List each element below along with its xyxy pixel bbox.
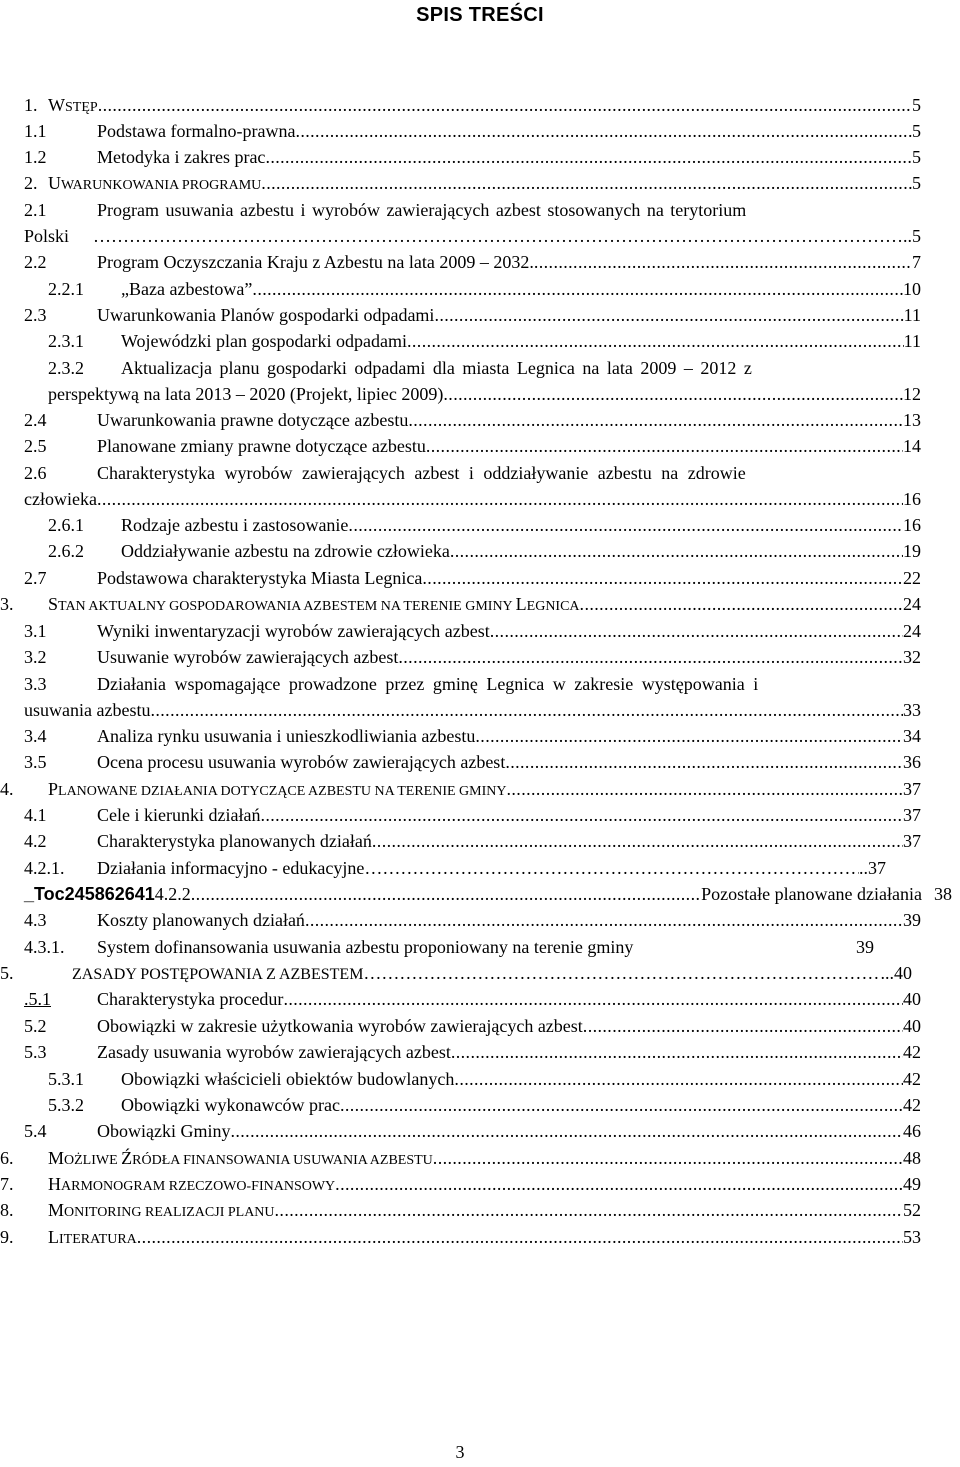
dot-leader [230, 1121, 903, 1141]
toc-entry-page: 34 [903, 726, 921, 746]
toc-entry-4-2-2-page [934, 881, 960, 907]
dot-leader [580, 594, 903, 614]
toc-entry-page: 40 [903, 989, 921, 1009]
toc-entry-4[interactable] [0, 776, 921, 802]
toc-entry-page: 49 [903, 1174, 921, 1194]
toc-entry-number: 8. [0, 1200, 14, 1220]
toc-entry-title: Wyniki inwentaryzacji wyrobów zawierających azbest [97, 621, 490, 641]
dot-leader [340, 1095, 903, 1115]
toc-entry-page: 24 [903, 594, 921, 614]
toc-entry-4-2[interactable] [24, 828, 921, 854]
toc-entry-number: 2.7 [24, 568, 47, 588]
toc-entry-2-2[interactable] [24, 249, 921, 275]
toc-entry-number: 4.3 [24, 910, 47, 930]
toc-entry-page: 14 [903, 436, 921, 456]
toc-entry-page: 10 [903, 279, 921, 299]
dot-leader [261, 173, 912, 193]
toc-entry-title: Obowiązki w zakresie użytkowania wyrobów zawierających azbest [97, 1016, 583, 1036]
toc-entry-number: 3.3 [24, 674, 47, 694]
toc-entry-3-3-continued[interactable] [24, 697, 921, 723]
toc-entry-title: Pozostałe planowane działania [701, 884, 922, 904]
toc-entry-page: 32 [903, 647, 921, 667]
toc-entry-2-5[interactable] [24, 433, 921, 459]
toc-entry-page: 42 [903, 1095, 921, 1115]
toc-entry-title: Uwarunkowania prawne dotyczące azbestu [97, 410, 409, 430]
dot-leader [93, 226, 903, 246]
toc-entry-number: 1. [24, 95, 38, 115]
toc-entry-number: 2.2.1 [48, 279, 84, 299]
toc-entry-title-continued: Polski [24, 226, 70, 246]
toc-entry-number: 5.4 [24, 1121, 47, 1141]
page-title: SPIS TREŚCI [416, 4, 544, 26]
dot-leader [490, 621, 903, 641]
toc-entry-page: 33 [903, 700, 921, 720]
toc-entry-title: STAN AKTUALNY GOSPODAROWANIA AZBESTEM NA TERENIE GMINY LEGNICA [48, 594, 580, 614]
toc-entry-title: Zasady usuwania wyrobów zawierających azbest [97, 1042, 451, 1062]
toc-entry-4-2-1[interactable] [24, 855, 886, 881]
toc-entry-2-3[interactable] [24, 302, 921, 328]
toc-entry-page: 46 [903, 1121, 921, 1141]
dot-leader [422, 568, 903, 588]
dot-leader [443, 384, 903, 404]
toc-entry-title: Charakterystyka procedur [97, 989, 284, 1009]
dot-leader [265, 147, 912, 167]
toc-entry-3-2[interactable] [24, 644, 921, 670]
toc-entry-4-3[interactable] [24, 907, 921, 933]
toc-entry-number: 3.5 [24, 752, 47, 772]
toc-entry-2[interactable] [24, 170, 921, 196]
toc-entry-number: 6. [0, 1148, 14, 1168]
toc-entry-1-1[interactable] [24, 118, 921, 144]
toc-entry-number: 5. [0, 963, 14, 983]
toc-entry-3-4[interactable] [24, 723, 921, 749]
toc-entry-page: 5 [912, 147, 921, 167]
toc-entry-title: WSTĘP [48, 95, 98, 115]
toc-entry-page: 37 [903, 779, 921, 799]
dot-leader [260, 805, 903, 825]
dot-leader [450, 541, 903, 561]
toc-entry-page: 39 [903, 910, 921, 930]
dot-leader [137, 1227, 903, 1247]
dot-leader [295, 121, 912, 141]
toc-entry-title: Rodzaje azbestu i zastosowanie [121, 515, 349, 535]
toc-entry-title-continued: człowieka [24, 489, 97, 509]
toc-entry-page: 11 [903, 305, 921, 325]
toc-entry-page: 11 [903, 331, 921, 351]
toc-entry-title: Charakterystyka wyrobów zawierających azbest i oddziaływanie azbestu na zdrowie [97, 463, 746, 483]
toc-entry-page: 12 [903, 384, 921, 404]
toc-entry-title: Wojewódzki plan gospodarki odpadami [121, 331, 407, 351]
toc-entry-title: Analiza rynku usuwania i unieszkodliwiania azbestu [97, 726, 476, 746]
toc-entry-title: Metodyka i zakres prac [97, 147, 266, 167]
dot-leader [433, 1148, 903, 1168]
toc-entry-page: 13 [903, 410, 921, 430]
toc-entry-2-6-2[interactable] [48, 538, 921, 564]
toc-entry-title: Obowiązki właścicieli obiektów budowlanych [121, 1069, 455, 1089]
toc-entry-page: 7 [912, 252, 921, 272]
toc-entry-number: 4.2.2 [154, 884, 191, 904]
toc-entry-title: Uwarunkowania Planów gospodarki odpadami [97, 305, 435, 325]
dot-leader [454, 1069, 903, 1089]
dot-leader [191, 884, 701, 904]
dot-leader [305, 910, 903, 930]
dot-leader [408, 410, 903, 430]
toc-entry-page: 22 [903, 568, 921, 588]
toc-entry-title: Planowane zmiany prawne dotyczące azbestu [97, 436, 426, 456]
toc-entry-number: 7. [0, 1174, 14, 1194]
dot-leader [335, 1174, 903, 1194]
toc-entry-number: 3.2 [24, 647, 47, 667]
toc-entry-number: 3. [0, 594, 14, 614]
toc-entry-title: Aktualizacja planu gospodarki odpadami dla miasta Legnica na lata 2009 – 2012 z [121, 358, 752, 378]
toc-entry-title: Usuwanie wyrobów zawierających azbest [97, 647, 399, 667]
dot-leader [583, 1016, 903, 1036]
dot-leader [505, 752, 903, 772]
toc-entry-page: 5 [912, 173, 921, 193]
toc-entry-number: 5.3.2 [48, 1095, 84, 1115]
toc-entry-5-2[interactable] [24, 1013, 921, 1039]
toc-entry-number: 2.6.1 [48, 515, 84, 535]
dot-leader [97, 489, 903, 509]
toc-entry-page: 16 [903, 515, 921, 535]
toc-entry-page: 37 [903, 831, 921, 851]
toc-entry-3-1[interactable] [24, 618, 921, 644]
toc-entry-2-2-1[interactable] [48, 276, 921, 302]
toc-entry-title: Podstawowa charakterystyka Miasta Legnica [97, 568, 423, 588]
toc-entry-title: Program usuwania azbestu i wyrobów zawierających azbest stosowanych na terytorium [97, 200, 747, 220]
toc-entry-number: 4.1 [24, 805, 47, 825]
bookmark-anchor: _Toc245862641 [24, 884, 155, 904]
toc-entry-5-3-2[interactable] [48, 1092, 921, 1118]
toc-entry-page: 5 [912, 95, 921, 115]
toc-entry-3-3[interactable] [24, 671, 921, 697]
toc-entry-2-3-1[interactable] [48, 328, 921, 354]
dot-leader [363, 963, 880, 983]
toc-entry-5-3-1[interactable] [48, 1066, 921, 1092]
toc-entry-4-3-1[interactable] [24, 934, 874, 960]
toc-entry-number: 2.3 [24, 305, 47, 325]
toc-entry-title: System dofinansowania usuwania azbestu proponiowany na terenie gminy [97, 937, 634, 957]
toc-entry-title: ZASADY POSTĘPOWANIA Z AZBESTEM [72, 966, 364, 983]
toc-entry-number: 2.3.1 [48, 331, 84, 351]
toc-entry-page: ..37 [859, 858, 886, 878]
toc-entry-page: 37 [903, 805, 921, 825]
toc-entry-number: 2.6 [24, 463, 47, 483]
toc-entry-5-4[interactable] [24, 1118, 921, 1144]
dot-leader [434, 305, 903, 325]
toc-entry-2-3-2-continued[interactable] [48, 381, 921, 407]
toc-entry-page: 48 [903, 1148, 921, 1168]
toc-entry-4-1[interactable] [24, 802, 921, 828]
dot-leader [507, 779, 904, 799]
toc-entry-title: MOŻLIWE ŹRÓDŁA FINANSOWANIA USUWANIA AZBESTU [48, 1148, 433, 1168]
toc-entry-6[interactable] [0, 1145, 921, 1171]
toc-entry-page: 5 [912, 121, 921, 141]
toc-entry-number: 2.5 [24, 436, 47, 456]
dot-leader [534, 252, 912, 272]
toc-entry-title: Obowiązki Gminy [97, 1121, 231, 1141]
toc-entry-title: UWARUNKOWANIA PROGRAMU [48, 173, 262, 193]
toc-entry-number: 2.1 [24, 200, 47, 220]
toc-entry-8[interactable] [0, 1197, 921, 1223]
toc-entry-title: LITERATURA [48, 1227, 137, 1247]
toc-entry-title: Obowiązki wykonawców prac [121, 1095, 340, 1115]
toc-entry-title-continued: perspektywą na lata 2013 – 2020 (Projekt, lipiec 2009) [48, 384, 444, 404]
toc-entry-2-1-continued[interactable] [24, 223, 921, 249]
dot-leader [407, 331, 904, 351]
toc-entry-3-5[interactable] [24, 749, 921, 775]
toc-entry-title: Ocena procesu usuwania wyrobów zawierających azbest [97, 752, 506, 772]
toc-entry-7[interactable] [0, 1171, 921, 1197]
toc-entry-title: Oddziaływanie azbestu na zdrowie człowieka [121, 541, 450, 561]
dot-leader [398, 647, 903, 667]
toc-entry-page: 39 [856, 937, 874, 957]
dot-leader [372, 831, 903, 851]
toc-entry-number: 3.4 [24, 726, 47, 746]
toc-entry-1[interactable] [24, 92, 921, 118]
toc-entry-title: Program Oczyszczania Kraju z Azbestu na lata 2009 – 2032. [97, 252, 534, 272]
toc-entry-number: 2.3.2 [48, 358, 84, 378]
toc-entry-9[interactable] [0, 1224, 921, 1250]
toc-entry-2-4[interactable] [24, 407, 921, 433]
dot-leader [283, 989, 903, 1009]
toc-entry-page: 53 [903, 1227, 921, 1247]
toc-entry-title: MONITORING REALIZACJI PLANU [48, 1200, 275, 1220]
toc-entry-1-2[interactable] [24, 144, 921, 170]
toc-entry-number: 4.3.1. [24, 937, 65, 957]
toc-entry-title: Działania wspomagające prowadzone przez gminę Legnica w zakresie występowania i [97, 674, 759, 694]
toc-entry-page: 40 [903, 1016, 921, 1036]
toc-entry-2-3-2[interactable] [48, 355, 921, 381]
toc-entry-number: 4. [0, 779, 14, 799]
toc-entry-page: 42 [903, 1042, 921, 1062]
toc-entry-number: 1.1 [24, 121, 47, 141]
toc-entry-page: 16 [903, 489, 921, 509]
toc-entry-2-7[interactable] [24, 565, 921, 591]
dot-leader [364, 858, 859, 878]
toc-entry-number: 4.2.1. [24, 858, 65, 878]
toc-entry-number: 2.2 [24, 252, 47, 272]
dot-leader [252, 279, 903, 299]
dot-leader [275, 1200, 903, 1220]
toc-entry-page: 19 [903, 541, 921, 561]
toc-entry-5-1[interactable] [24, 986, 921, 1012]
toc-entry-page: 36 [903, 752, 921, 772]
toc-entry-title: PLANOWANE DZIAŁANIA DOTYCZĄCE AZBESTU NA TERENIE GMINY [48, 779, 507, 799]
toc-entry-number: 4.2 [24, 831, 47, 851]
toc-entry-title: „Baza azbestowa” [121, 279, 253, 299]
toc-entry-title: HARMONOGRAM RZECZOWO-FINANSOWY [48, 1174, 336, 1194]
toc-entry-number: 2.6.2 [48, 541, 84, 561]
toc-entry-number: 3.1 [24, 621, 47, 641]
toc-entry-page: 52 [903, 1200, 921, 1220]
toc-entry-number: 1.2 [24, 147, 47, 167]
toc-entry-title: Działania informacyjno - edukacyjne [97, 858, 365, 878]
dot-leader [451, 1042, 903, 1062]
toc-entry-title: Cele i kierunki działań [97, 805, 261, 825]
toc-entry-5[interactable] [0, 960, 912, 986]
page-number: 3 [455, 1442, 465, 1462]
toc-entry-number: 2. [24, 173, 38, 193]
toc-entry-number: 5.3 [24, 1042, 47, 1062]
toc-entry-5-3[interactable] [24, 1039, 921, 1065]
toc-entry-2-6-continued[interactable] [24, 486, 921, 512]
toc-entry-page: 38 [934, 884, 952, 904]
toc-entry-page: ...40 [880, 963, 912, 983]
toc-entry-number: 9. [0, 1227, 14, 1247]
dot-leader [98, 95, 912, 115]
toc-entry-title-continued: usuwania azbestu [24, 700, 151, 720]
toc-entry-number: 2.4 [24, 410, 47, 430]
dot-leader [475, 726, 903, 746]
dot-leader [348, 515, 903, 535]
toc-entry-page: ..5 [903, 226, 921, 246]
toc-entry-2-6-1[interactable] [48, 512, 921, 538]
toc-entry-2-6[interactable] [24, 460, 921, 486]
toc-entry-number: .5.1 [24, 989, 51, 1009]
toc-entry-2-1[interactable] [24, 197, 921, 223]
toc-entry-number: 5.2 [24, 1016, 47, 1036]
toc-entry-page: 42 [903, 1069, 921, 1089]
toc-entry-3[interactable] [0, 591, 921, 617]
toc-entry-4-2-2[interactable] [24, 881, 922, 907]
toc-entry-number: 5.3.1 [48, 1069, 84, 1089]
toc-entry-page: 24 [903, 621, 921, 641]
toc-entry-title: Koszty planowanych działań [97, 910, 305, 930]
toc-entry-title: Podstawa formalno-prawna [97, 121, 296, 141]
dot-leader [426, 436, 903, 456]
dot-leader [150, 700, 903, 720]
toc-entry-title: Charakterystyka planowanych działań [97, 831, 372, 851]
